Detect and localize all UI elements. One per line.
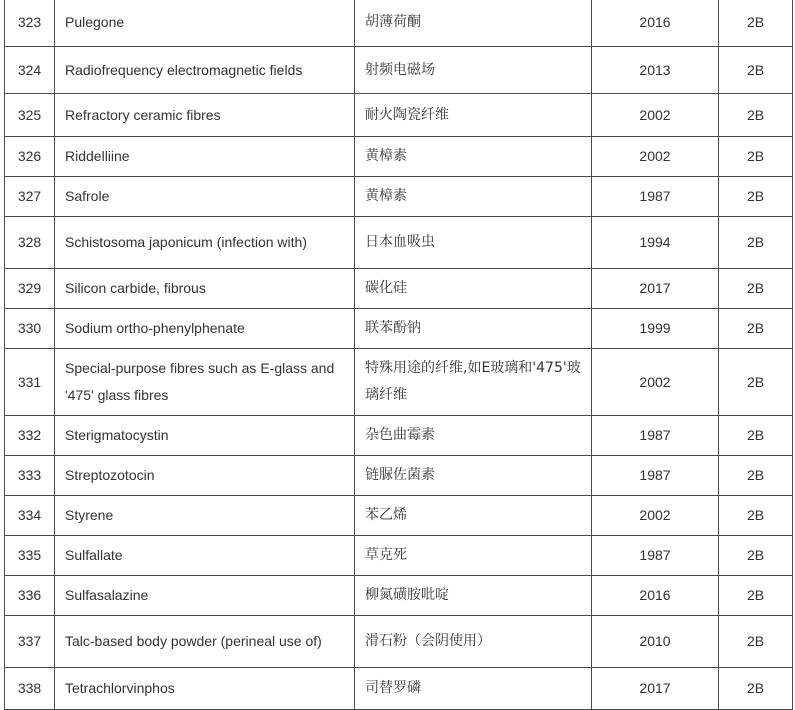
row-number: 324	[5, 47, 55, 94]
agent-name: Talc-based body powder (perineal use of)	[55, 616, 355, 668]
row-number: 326	[5, 137, 55, 177]
agent-name-chinese: 日本血吸虫	[355, 217, 592, 269]
iarc-group: 2B	[719, 576, 793, 616]
evaluation-year: 1987	[592, 536, 719, 576]
agent-name-chinese: 射频电磁场	[355, 47, 592, 94]
iarc-group: 2B	[719, 536, 793, 576]
evaluation-year: 2002	[592, 94, 719, 137]
evaluation-year: 2016	[592, 0, 719, 47]
agent-name-chinese: 柳氮磺胺吡啶	[355, 576, 592, 616]
evaluation-year: 2002	[592, 496, 719, 536]
table-row	[5, 0, 793, 47]
iarc-group: 2B	[719, 496, 793, 536]
agent-name-chinese: 杂色曲霉素	[355, 416, 592, 456]
evaluation-year: 2017	[592, 269, 719, 309]
agent-name-chinese: 滑石粉（会阴使用）	[355, 616, 592, 668]
agent-name: Silicon carbide, fibrous	[55, 269, 355, 309]
table-row	[5, 137, 793, 177]
evaluation-year: 1987	[592, 177, 719, 217]
row-number: 333	[5, 456, 55, 496]
table-row	[5, 416, 793, 456]
row-number: 329	[5, 269, 55, 309]
table-row	[5, 177, 793, 217]
evaluation-year: 1987	[592, 416, 719, 456]
iarc-group: 2B	[719, 47, 793, 94]
agent-name-chinese: 链脲佐菌素	[355, 456, 592, 496]
iarc-group: 2B	[719, 416, 793, 456]
evaluation-year: 1987	[592, 456, 719, 496]
agent-name-chinese: 黄樟素	[355, 177, 592, 217]
iarc-group: 2B	[719, 94, 793, 137]
row-number: 337	[5, 616, 55, 668]
table-row	[5, 496, 793, 536]
evaluation-year: 1994	[592, 217, 719, 269]
table-row	[5, 349, 793, 416]
agent-name-chinese: 联苯酚钠	[355, 309, 592, 349]
agent-name-chinese: 黄樟素	[355, 137, 592, 177]
row-number: 338	[5, 668, 55, 710]
table-row	[5, 616, 793, 668]
row-number: 331	[5, 349, 55, 416]
iarc-group: 2B	[719, 349, 793, 416]
row-number: 336	[5, 576, 55, 616]
evaluation-year: 2013	[592, 47, 719, 94]
evaluation-year: 2002	[592, 349, 719, 416]
iarc-group: 2B	[719, 668, 793, 710]
agent-name: Refractory ceramic fibres	[55, 94, 355, 137]
table-row	[5, 47, 793, 94]
iarc-group: 2B	[719, 616, 793, 668]
row-number: 323	[5, 0, 55, 47]
carcinogen-table	[4, 0, 793, 710]
row-number: 334	[5, 496, 55, 536]
evaluation-year: 2016	[592, 576, 719, 616]
agent-name: Riddelliine	[55, 137, 355, 177]
agent-name-chinese: 耐火陶瓷纤维	[355, 94, 592, 137]
iarc-group: 2B	[719, 269, 793, 309]
evaluation-year: 2010	[592, 616, 719, 668]
row-number: 327	[5, 177, 55, 217]
table-row	[5, 309, 793, 349]
table-row	[5, 94, 793, 137]
row-number: 325	[5, 94, 55, 137]
agent-name-chinese: 苯乙烯	[355, 496, 592, 536]
row-number: 335	[5, 536, 55, 576]
agent-name-chinese: 胡薄荷酮	[355, 0, 592, 47]
agent-name: Safrole	[55, 177, 355, 217]
table-row	[5, 576, 793, 616]
agent-name: Sulfallate	[55, 536, 355, 576]
agent-name: Styrene	[55, 496, 355, 536]
row-number: 332	[5, 416, 55, 456]
iarc-group: 2B	[719, 0, 793, 47]
table-row	[5, 668, 793, 710]
agent-name: Pulegone	[55, 0, 355, 47]
agent-name: Radiofrequency electromagnetic fields	[55, 47, 355, 94]
iarc-group: 2B	[719, 177, 793, 217]
evaluation-year: 2017	[592, 668, 719, 710]
table-row	[5, 269, 793, 309]
evaluation-year: 2002	[592, 137, 719, 177]
table-row	[5, 217, 793, 269]
agent-name-chinese: 司替罗磷	[355, 668, 592, 710]
row-number: 330	[5, 309, 55, 349]
iarc-group: 2B	[719, 137, 793, 177]
evaluation-year: 1999	[592, 309, 719, 349]
table-row	[5, 456, 793, 496]
row-number: 328	[5, 217, 55, 269]
iarc-group: 2B	[719, 217, 793, 269]
iarc-group: 2B	[719, 456, 793, 496]
agent-name: Streptozotocin	[55, 456, 355, 496]
agent-name-chinese: 特殊用途的纤维,如E玻璃和'475'玻璃纤维	[355, 349, 592, 416]
table-row	[5, 536, 793, 576]
agent-name: Sulfasalazine	[55, 576, 355, 616]
agent-name: Sodium ortho-phenylphenate	[55, 309, 355, 349]
agent-name-chinese: 草克死	[355, 536, 592, 576]
agent-name: Tetrachlorvinphos	[55, 668, 355, 710]
iarc-group: 2B	[719, 309, 793, 349]
agent-name: Schistosoma japonicum (infection with)	[55, 217, 355, 269]
agent-name: Sterigmatocystin	[55, 416, 355, 456]
agent-name-chinese: 碳化硅	[355, 269, 592, 309]
agent-name: Special-purpose fibres such as E-glass and '475' glass fibres	[55, 349, 355, 416]
